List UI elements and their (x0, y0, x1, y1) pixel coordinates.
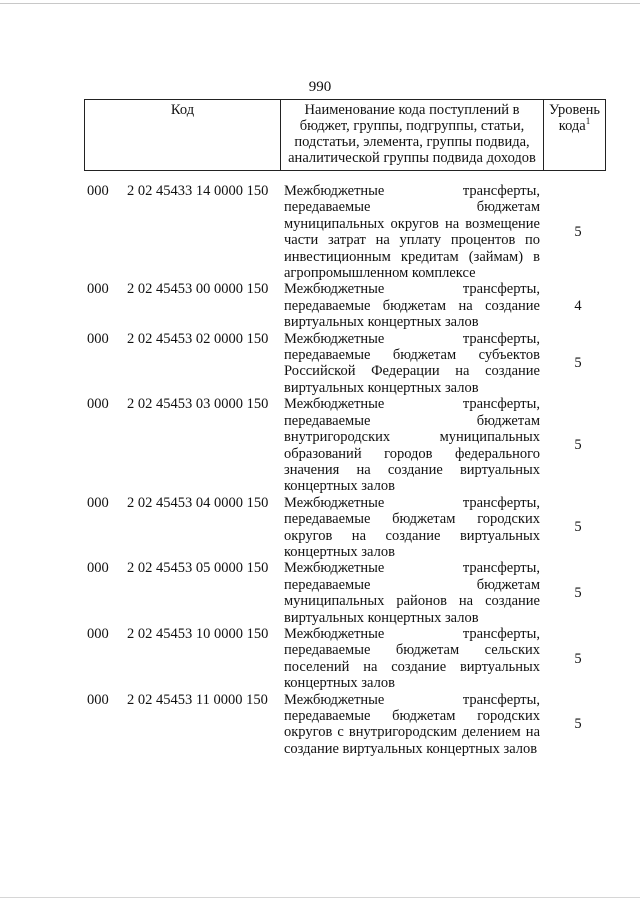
page-number: 990 (308, 79, 332, 95)
income-code: 2 02 45453 10 0000 150 (127, 625, 269, 642)
income-name-line: муниципальных районов на создание (284, 593, 540, 610)
header-level-footnote: 1 (585, 116, 591, 127)
table-row (0, 692, 640, 758)
income-name-line: значения на создание виртуальных (284, 461, 540, 478)
admin-code: 000 (87, 281, 109, 298)
income-name-line: передаваемые бюджетам (284, 412, 540, 429)
income-name-line: внутригородских муниципальных (284, 429, 540, 446)
income-code: 2 02 45453 03 0000 150 (127, 396, 269, 413)
admin-code: 000 (87, 396, 109, 413)
code-level: 4 (574, 297, 582, 314)
income-name-line: концертных залов (284, 543, 395, 560)
income-name-line: создание виртуальных концертных залов (284, 740, 538, 757)
table-row (0, 495, 640, 561)
income-name-line: концертных залов (284, 478, 395, 495)
admin-code: 000 (87, 494, 109, 511)
income-name-line: округов на создание виртуальных (284, 527, 540, 544)
income-name-line: передаваемые бюджетам городских (284, 708, 540, 724)
header-name-line: аналитической группы подвида доходов (288, 150, 536, 166)
income-name (284, 495, 540, 561)
income-code: 2 02 45433 14 0000 150 (127, 183, 269, 199)
income-code: 2 02 45453 02 0000 150 (127, 330, 269, 347)
income-name (284, 183, 540, 281)
table-row (0, 281, 640, 330)
code-level: 5 (574, 355, 582, 372)
table-header (84, 99, 606, 171)
header-code-label: Код (170, 102, 195, 118)
header-name-line: подстатьи, элемента, группы подвида, (294, 134, 530, 150)
header-code-cell (85, 100, 281, 171)
income-name (284, 331, 540, 397)
table-row (0, 560, 640, 626)
code-level: 5 (574, 437, 582, 454)
income-name (284, 692, 540, 758)
income-name-line: виртуальных концертных залов (284, 609, 479, 626)
income-name-line: инвестиционным кредитам (займам) в (284, 248, 540, 265)
table-row (0, 183, 640, 281)
income-name-line: муниципальных округов на возмещение (284, 215, 540, 232)
code-level: 5 (574, 584, 582, 601)
income-name-line: Межбюджетные трансферты, (284, 281, 540, 298)
income-name (284, 281, 540, 330)
income-name-line: Межбюджетные трансферты, (284, 691, 540, 708)
income-name-line: Межбюджетные трансферты, (284, 560, 540, 577)
income-code: 2 02 45453 05 0000 150 (127, 560, 269, 577)
table-row (0, 626, 640, 692)
code-level: 5 (574, 224, 582, 240)
income-name-line: Российской Федерации на создание (284, 363, 540, 380)
income-code: 2 02 45453 11 0000 150 (127, 691, 268, 708)
admin-code: 000 (87, 691, 109, 708)
code-level: 5 (574, 519, 582, 536)
income-name-line: виртуальных концертных залов (284, 314, 479, 331)
income-name-line: виртуальных концертных залов (284, 379, 479, 396)
admin-code: 000 (87, 183, 109, 199)
income-name-line: Межбюджетные трансферты, (284, 625, 540, 642)
income-name-line: передаваемые бюджетам сельских (284, 642, 540, 659)
admin-code: 000 (87, 330, 109, 347)
income-name-line: Межбюджетные трансферты, (284, 396, 540, 413)
income-name (284, 560, 540, 626)
code-rows (0, 183, 640, 757)
income-name-line: передаваемые бюджетам (284, 199, 540, 216)
income-name-line: Межбюджетные трансферты, (284, 494, 540, 511)
table-row (0, 331, 640, 397)
income-name-line: поселений на создание виртуальных (284, 658, 540, 675)
income-name-line: концертных залов (284, 675, 395, 692)
header-level-line2: кода (558, 118, 586, 134)
header-level-cell (544, 100, 606, 171)
income-name-line: образований городов федерального (284, 445, 540, 462)
income-name (284, 626, 540, 692)
header-level-line1: Уровень (548, 102, 601, 118)
income-name-line: Межбюджетные трансферты, (284, 183, 540, 199)
code-level: 5 (574, 650, 582, 667)
income-name-line: передаваемые бюджетам субъектов (284, 347, 540, 364)
income-name-line: части затрат на уплату процентов по (284, 232, 540, 249)
code-level: 5 (574, 716, 582, 733)
bottom-scan-edge (0, 897, 640, 898)
header-name-cell (281, 100, 544, 171)
income-name-line: передаваемые бюджетам (284, 576, 540, 593)
income-name-line: передаваемые бюджетам городских (284, 511, 540, 528)
income-name-line: агропромышленном комплексе (284, 265, 476, 282)
admin-code: 000 (87, 625, 109, 642)
income-name-line: округов с внутригородским делением на (284, 724, 540, 741)
income-name-line: Межбюджетные трансферты, (284, 330, 540, 347)
top-scan-edge (0, 3, 640, 4)
income-name-line: передаваемые бюджетам на создание (284, 297, 540, 314)
admin-code: 000 (87, 560, 109, 577)
income-name (284, 396, 540, 494)
income-code: 2 02 45453 00 0000 150 (127, 281, 269, 298)
table-row (0, 396, 640, 494)
header-name-line: бюджет, группы, подгруппы, статьи, (299, 118, 525, 134)
income-code: 2 02 45453 04 0000 150 (127, 494, 269, 511)
header-name-line: Наименование кода поступлений в (304, 102, 520, 118)
